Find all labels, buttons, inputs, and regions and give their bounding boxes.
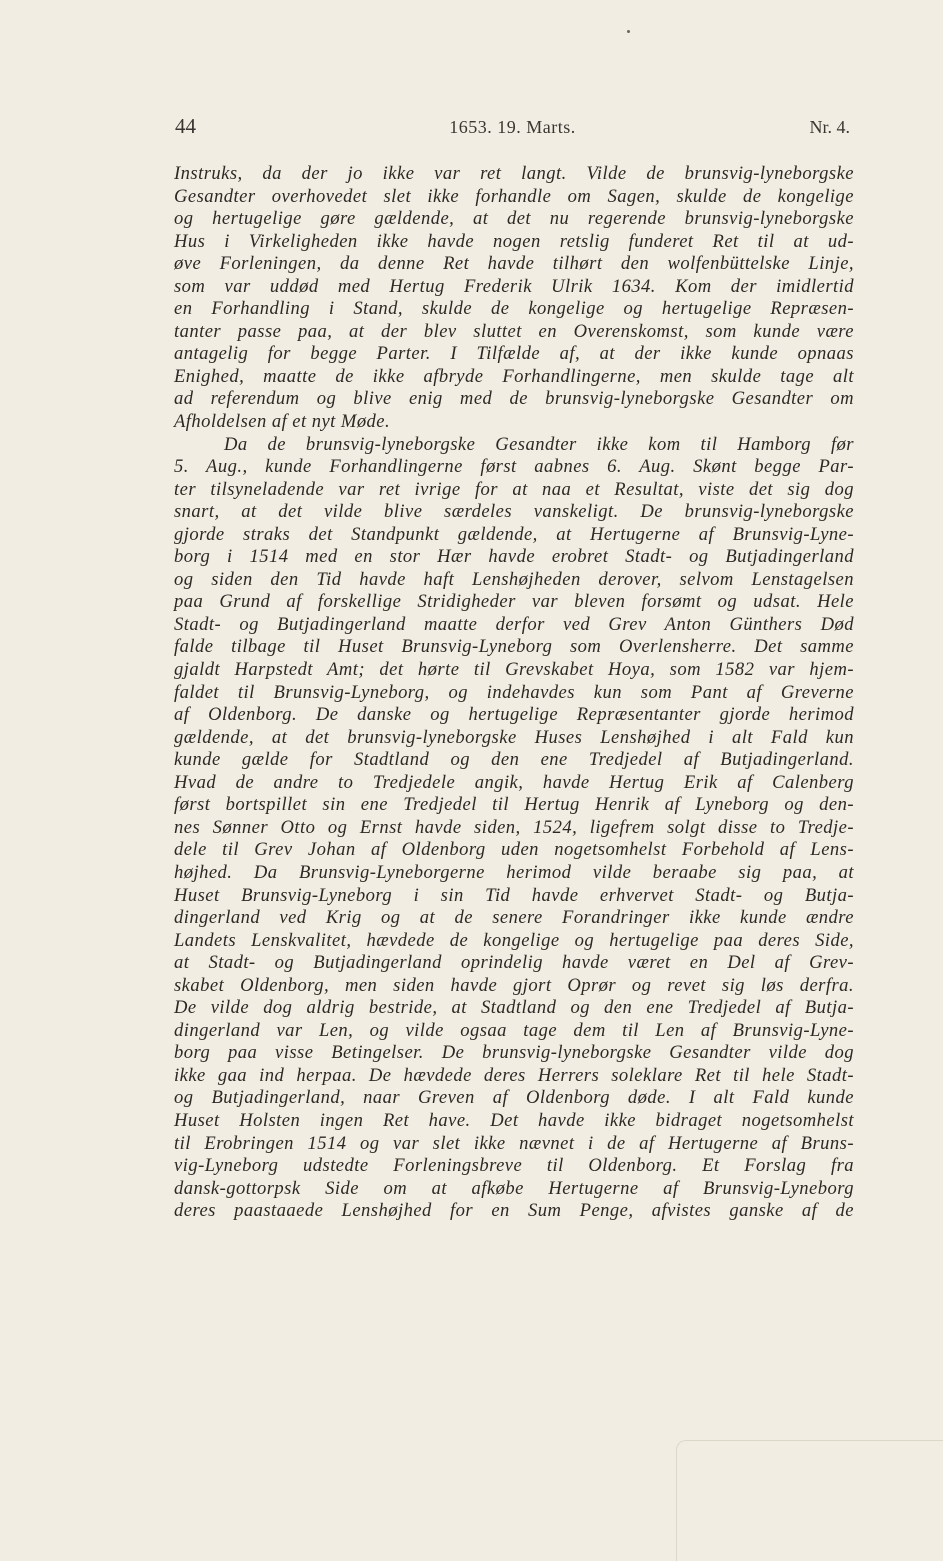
- text-line: dele til Grev Johan af Oldenborg uden nogetsomhelst Forbehold af Lens-: [174, 839, 854, 861]
- text-line: Landets Lenskvalitet, hævdede de kongelige og hertugelige paa deres Side,: [174, 929, 854, 951]
- text-line: Hus i Virkeligheden ikke havde nogen retslig funderet Ret til at ud-: [174, 230, 854, 252]
- plate-mark: [676, 1440, 943, 1561]
- text-line: Hvad de andre to Tredjedele angik, havde Hertug Erik af Calenberg: [174, 771, 854, 793]
- text-line: antagelig for begge Parter. I Tilfælde af, at der ikke kunde opnaas: [174, 343, 854, 365]
- running-header: [175, 114, 850, 140]
- text-line: og hertugelige gøre gældende, at det nu regerende brunsvig-lyneborgske: [174, 208, 854, 230]
- text-line: ikke gaa ind herpaa. De hævdede deres Herrers soleklare Ret til hele Stadt-: [174, 1064, 854, 1086]
- text-line: til Erobringen 1514 og var slet ikke nævnet i de af Hertugerne af Bruns-: [174, 1132, 854, 1154]
- text-line: dansk-gottorpsk Side om at afkøbe Hertugerne af Brunsvig-Lyneborg: [174, 1177, 854, 1199]
- page-number: 44: [175, 114, 196, 138]
- text-line: borg i 1514 med en stor Hær havde erobret Stadt- og Butjadingerland: [174, 546, 854, 568]
- text-line: af Oldenborg. De danske og hertugelige Repræsentanter gjorde herimod: [174, 704, 854, 726]
- text-line: falde tilbage til Huset Brunsvig-Lyneborg som Overlensherre. Det samme: [174, 636, 854, 658]
- text-line: Enighed, maatte de ikke afbryde Forhandlingerne, men skulde tage alt: [174, 365, 854, 387]
- text-line: skabet Oldenborg, men siden havde gjort Oprør og revet sig løs derfra.: [174, 974, 854, 996]
- text-line: en Forhandling i Stand, skulde de kongelige og hertugelige Repræsen-: [174, 298, 854, 320]
- text-line: borg paa visse Betingelser. De brunsvig-lyneborgske Gesandter vilde dog: [174, 1042, 854, 1064]
- text-line: Instruks, da der jo ikke var ret langt. Vilde de brunsvig-lyneborgske: [174, 163, 854, 184]
- text-line: dingerland var Len, og vilde ogsaa tage dem til Len af Brunsvig-Lyne-: [174, 1019, 854, 1041]
- text-line: først bortspillet sin ene Tredjedel til Hertug Henrik af Lyneborg og den-: [174, 794, 854, 816]
- text-line: ad referendum og blive enig med de brunsvig-lyneborgske Gesandter om: [174, 388, 854, 410]
- text-line: Huset Holsten ingen Ret have. Det havde ikke bidraget nogetsomhelst: [174, 1109, 854, 1131]
- text-line: gældende, at det brunsvig-lyneborgske Huses Lenshøjhed i alt Fald kun: [174, 726, 854, 748]
- text-line: ter tilsyneladende var ret ivrige for at naa et Resultat, viste det sig dog: [174, 478, 854, 500]
- text-line: vig-Lyneborg udstedte Forleningsbreve til Oldenborg. Et Forslag fra: [174, 1155, 854, 1177]
- text-line: og siden den Tid havde haft Lenshøjheden derover, selvom Lenstagelsen: [174, 568, 854, 590]
- text-line: 5. Aug., kunde Forhandlingerne først aabnes 6. Aug. Skønt begge Par-: [174, 456, 854, 478]
- text-line: højhed. Da Brunsvig-Lyneborgerne herimod vilde beraabe sig paa, at: [174, 861, 854, 883]
- text-line: og Butjadingerland, naar Greven af Oldenborg døde. I alt Fald kunde: [174, 1087, 854, 1109]
- text-line: Afholdelsen af et nyt Møde.: [174, 411, 391, 433]
- text-line: som var uddød med Hertug Frederik Ulrik 1634. Kom der imidlertid: [174, 275, 854, 297]
- text-line: paa Grund af forskellige Stridigheder var bleven forsømt og udsat. Hele: [174, 591, 854, 613]
- text-line: dingerland ved Krig og at de senere Forandringer ikke kunde ændre: [174, 907, 854, 929]
- text-line: faldet til Brunsvig-Lyneborg, og indehavdes kun som Pant af Greverne: [174, 681, 854, 703]
- text-line: deres paastaaede Lenshøjhed for en Sum Penge, afvistes ganske af de: [174, 1200, 854, 1222]
- text-line: øve Forleningen, da denne Ret havde tilhørt den wolfenbüttelske Linje,: [174, 253, 854, 275]
- text-line: snart, at det vilde blive særdeles vanskeligt. De brunsvig-lyneborgske: [174, 501, 854, 523]
- text-line: nes Sønner Otto og Ernst havde siden, 1524, ligefrem solgt disse to Tredje-: [174, 816, 854, 838]
- text-line: kunde gælde for Stadtland og den ene Tredjedel af Butjadingerland.: [174, 749, 854, 771]
- text-line: Da de brunsvig-lyneborgske Gesandter ikke kom til Hamborg før: [224, 433, 854, 455]
- text-line: gjaldt Harpstedt Amt; det hørte til Grevskabet Hoya, som 1582 var hjem-: [174, 659, 854, 681]
- header-date: 1653. 19. Marts.: [449, 117, 576, 137]
- ink-speck: [627, 30, 630, 33]
- text-line: at Stadt- og Butjadingerland oprindelig havde været en Del af Grev-: [174, 952, 854, 974]
- document-number: Nr. 4.: [809, 117, 850, 137]
- text-line: gjorde straks det Standpunkt gældende, at Hertugerne af Brunsvig-Lyne-: [174, 523, 854, 545]
- text-line: De vilde dog aldrig bestride, at Stadtland og den ene Tredjedel af Butja-: [174, 997, 854, 1019]
- text-line: Huset Brunsvig-Lyneborg i sin Tid havde erhvervet Stadt- og Butja-: [174, 884, 854, 906]
- body-text: [174, 163, 854, 1223]
- text-line: Stadt- og Butjadingerland maatte derfor ved Grev Anton Günthers Død: [174, 613, 854, 635]
- text-line: tanter passe paa, at der blev sluttet en Overenskomst, som kunde være: [174, 320, 854, 342]
- text-line: Gesandter overhovedet slet ikke forhandle om Sagen, skulde de kongelige: [174, 185, 854, 207]
